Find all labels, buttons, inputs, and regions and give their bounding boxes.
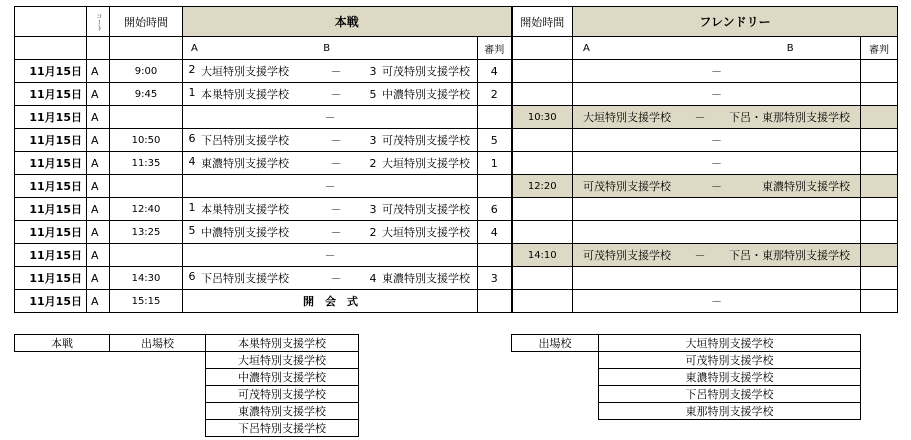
start-time-cell: 13:25 [110, 221, 183, 244]
friendly-entrant-row [512, 335, 861, 352]
main-entrants-label: 出場校 [110, 335, 206, 352]
main-entrant-school: 中濃特別支援学校 [206, 369, 359, 386]
referee-cell [478, 106, 512, 129]
friendly-time-cell [512, 60, 573, 83]
friendly-entrant-row [512, 352, 861, 369]
vs-dash: － [330, 65, 342, 78]
friendly-referee-cell [861, 83, 898, 106]
friendly-match-cell [573, 175, 861, 198]
friendly-col-b-label: B [786, 42, 794, 54]
main-entrant-school: 下呂特別支援学校 [206, 420, 359, 437]
friendly-referee-cell [861, 106, 898, 129]
referee-cell [478, 244, 512, 267]
start-time-cell: 15:15 [110, 290, 183, 313]
schedule-row [15, 198, 898, 221]
blank-cell [15, 386, 110, 403]
main-match-cell [183, 83, 478, 106]
main-match-cell: － [183, 244, 478, 267]
main-match-cell [183, 198, 478, 221]
friendly-referee-cell [861, 267, 898, 290]
main-entrant-row [15, 420, 359, 437]
court-cell: A [87, 60, 110, 83]
court-cell: A [87, 152, 110, 175]
schedule-table [14, 6, 898, 313]
seed-b: 3 [369, 202, 377, 216]
friendly-entrants-label: 出場校 [512, 335, 599, 352]
court-cell: A [87, 175, 110, 198]
friendly-match-cell: － [573, 290, 861, 313]
referee-cell: 6 [478, 198, 512, 221]
main-entrants [14, 334, 359, 437]
referee-header: 審判 [478, 37, 512, 60]
friendly-referee-cell [861, 152, 898, 175]
team-b: 大垣特別支援学校 [382, 157, 470, 170]
seed-b: 3 [369, 133, 377, 147]
date-cell: 11月15日 [15, 244, 87, 267]
blank-cell [512, 403, 599, 420]
main-match-cell [183, 152, 478, 175]
main-entrant-row [15, 352, 359, 369]
friendly-time-cell: 10:30 [512, 106, 573, 129]
friendly-start-time-header: 開始時間 [512, 7, 573, 37]
main-entrant-school: 本巣特別支援学校 [206, 335, 359, 352]
friendly-match-cell: － [573, 152, 861, 175]
friendly-entrant-school: 東那特別支援学校 [599, 403, 861, 420]
blank-cell [15, 369, 110, 386]
friendly-entrants [511, 334, 861, 420]
team-b: 中濃特別支援学校 [382, 88, 470, 101]
seed-b: 3 [369, 64, 377, 78]
schedule-row [15, 244, 898, 267]
friendly-referee-cell [861, 198, 898, 221]
court-cell: A [87, 267, 110, 290]
friendly-vs-dash: － [694, 249, 706, 262]
blank-cell [87, 37, 110, 60]
blank-cell [110, 369, 206, 386]
date-cell: 11月15日 [15, 60, 87, 83]
main-match-cell: 開 会 式 [183, 290, 478, 313]
friendly-entrant-school: 大垣特別支援学校 [599, 335, 861, 352]
team-a: 下呂特別支援学校 [201, 272, 289, 285]
schedule-row [15, 221, 898, 244]
team-a: 中濃特別支援学校 [201, 226, 289, 239]
date-cell: 11月15日 [15, 267, 87, 290]
start-time-cell [110, 244, 183, 267]
team-b: 可茂特別支援学校 [382, 134, 470, 147]
team-a: 本巣特別支援学校 [201, 88, 289, 101]
friendly-time-cell [512, 290, 573, 313]
friendly-col-ab-header [573, 37, 861, 60]
main-match-cell [183, 221, 478, 244]
friendly-time-cell [512, 129, 573, 152]
court-cell: A [87, 244, 110, 267]
vs-dash: － [330, 88, 342, 101]
schedule-row [15, 175, 898, 198]
team-a: 東濃特別支援学校 [201, 157, 289, 170]
court-cell: A [87, 198, 110, 221]
main-entrant-school: 可茂特別支援学校 [206, 386, 359, 403]
blank-cell [110, 420, 206, 437]
friendly-entrant-school: 東濃特別支援学校 [599, 369, 861, 386]
main-match-cell [183, 129, 478, 152]
referee-cell: 2 [478, 83, 512, 106]
start-time-cell: 11:35 [110, 152, 183, 175]
team-b: 可茂特別支援学校 [382, 65, 470, 78]
friendly-entrant-school: 下呂特別支援学校 [599, 386, 861, 403]
court-cell: A [87, 106, 110, 129]
court-header: コート [87, 7, 110, 37]
start-time-cell [110, 106, 183, 129]
friendly-referee-cell [861, 60, 898, 83]
friendly-entrant-row [512, 369, 861, 386]
col-b-label: B [323, 42, 331, 54]
friendly-time-cell: 14:10 [512, 244, 573, 267]
court-cell: A [87, 83, 110, 106]
friendly-entrants-table [511, 334, 861, 420]
schedule-row [15, 60, 898, 83]
start-time-cell: 14:30 [110, 267, 183, 290]
blank-cell [15, 403, 110, 420]
seed-a: 4 [188, 155, 196, 168]
seed-b: 2 [369, 225, 377, 239]
referee-cell: 4 [478, 221, 512, 244]
friendly-referee-cell [861, 175, 898, 198]
main-entrants-table [14, 334, 359, 437]
friendly-entrant-row [512, 386, 861, 403]
friendly-time-cell [512, 267, 573, 290]
referee-cell [478, 290, 512, 313]
friendly-entrant-row [512, 403, 861, 420]
blank-cell [512, 352, 599, 369]
schedule-row [15, 267, 898, 290]
friendly-vs-dash: － [711, 180, 722, 193]
court-cell: A [87, 129, 110, 152]
seed-a: 1 [188, 86, 196, 99]
start-time-cell: 9:00 [110, 60, 183, 83]
date-cell: 11月15日 [15, 152, 87, 175]
date-cell: 11月15日 [15, 83, 87, 106]
schedule-row [15, 152, 898, 175]
main-match-cell [183, 267, 478, 290]
team-a: 本巣特別支援学校 [201, 203, 289, 216]
date-cell: 11月15日 [15, 221, 87, 244]
friendly-time-cell [512, 198, 573, 221]
col-a-label: A [191, 42, 198, 54]
seed-a: 6 [188, 132, 196, 145]
schedule-sheet [14, 6, 898, 313]
friendly-match-cell [573, 244, 861, 267]
friendly-match-cell: － [573, 83, 861, 106]
friendly-entrant-school: 可茂特別支援学校 [599, 352, 861, 369]
team-a: 大垣特別支援学校 [201, 65, 289, 78]
subheader-row [15, 37, 898, 60]
vs-dash: － [330, 134, 342, 147]
col-ab-header [183, 37, 478, 60]
friendly-referee-cell [861, 221, 898, 244]
date-cell: 11月15日 [15, 175, 87, 198]
vs-dash: － [330, 272, 342, 285]
seed-b: 5 [369, 87, 377, 101]
friendly-referee-cell [861, 290, 898, 313]
friendly-time-cell [512, 152, 573, 175]
friendly-referee-cell [861, 129, 898, 152]
court-cell: A [87, 290, 110, 313]
friendly-match-cell: － [573, 129, 861, 152]
vs-dash: － [330, 226, 342, 239]
friendly-match-cell [573, 198, 861, 221]
start-time-cell [110, 175, 183, 198]
start-time-cell: 10:50 [110, 129, 183, 152]
referee-cell [478, 175, 512, 198]
friendly-time-cell [512, 83, 573, 106]
date-cell: 11月15日 [15, 106, 87, 129]
seed-a: 2 [188, 63, 196, 76]
main-title: 本戦 [183, 7, 512, 37]
team-b: 東濃特別支援学校 [382, 272, 470, 285]
friendly-referee-header: 審判 [861, 37, 898, 60]
start-time-cell: 12:40 [110, 198, 183, 221]
start-time-cell: 9:45 [110, 83, 183, 106]
friendly-team-b: 下呂・東那特別支援学校 [729, 111, 850, 124]
court-cell: A [87, 221, 110, 244]
friendly-team-b: 東濃特別支援学校 [762, 180, 850, 193]
schedule-row [15, 290, 898, 313]
friendly-match-cell [573, 106, 861, 129]
friendly-team-a: 可茂特別支援学校 [583, 249, 671, 262]
blank-cell [15, 352, 110, 369]
blank-cell [512, 37, 573, 60]
main-entrant-school: 大垣特別支援学校 [206, 352, 359, 369]
blank-cell [110, 352, 206, 369]
seed-b: 2 [369, 156, 377, 170]
team-b: 大垣特別支援学校 [382, 226, 470, 239]
referee-cell: 3 [478, 267, 512, 290]
friendly-title: フレンドリー [573, 7, 898, 37]
vs-dash: － [330, 203, 342, 216]
team-b: 可茂特別支援学校 [382, 203, 470, 216]
friendly-referee-cell [861, 244, 898, 267]
friendly-team-a: 可茂特別支援学校 [583, 180, 671, 193]
blank-cell [15, 420, 110, 437]
header-row [15, 7, 898, 37]
team-a: 下呂特別支援学校 [201, 134, 289, 147]
date-cell: 11月15日 [15, 198, 87, 221]
blank-cell [110, 403, 206, 420]
blank-cell [110, 37, 183, 60]
blank-cell [512, 386, 599, 403]
vs-dash: － [330, 157, 342, 170]
date-cell: 11月15日 [15, 290, 87, 313]
referee-cell: 1 [478, 152, 512, 175]
friendly-time-cell: 12:20 [512, 175, 573, 198]
main-match-cell: － [183, 106, 478, 129]
friendly-team-b: 下呂・東那特別支援学校 [729, 249, 850, 262]
main-entrant-row [15, 335, 359, 352]
referee-cell: 4 [478, 60, 512, 83]
referee-cell: 5 [478, 129, 512, 152]
blank-cell [110, 386, 206, 403]
friendly-match-cell [573, 221, 861, 244]
friendly-time-cell [512, 221, 573, 244]
seed-a: 6 [188, 270, 196, 283]
main-match-cell: － [183, 175, 478, 198]
main-match-cell [183, 60, 478, 83]
friendly-match-cell [573, 267, 861, 290]
main-entrant-school: 東濃特別支援学校 [206, 403, 359, 420]
date-cell: 11月15日 [15, 129, 87, 152]
seed-b: 4 [369, 271, 377, 285]
blank-cell [512, 369, 599, 386]
friendly-team-a: 大垣特別支援学校 [583, 111, 671, 124]
main-entrant-row [15, 403, 359, 420]
schedule-row [15, 83, 898, 106]
main-entrant-row [15, 369, 359, 386]
seed-a: 5 [188, 224, 196, 237]
schedule-row [15, 106, 898, 129]
main-entrant-row [15, 386, 359, 403]
friendly-match-cell: － [573, 60, 861, 83]
schedule-row [15, 129, 898, 152]
seed-a: 1 [188, 201, 196, 214]
friendly-col-a-label: A [583, 42, 590, 54]
blank-cell [15, 37, 87, 60]
corner-cell [15, 7, 87, 37]
friendly-vs-dash: － [694, 111, 706, 124]
start-time-header: 開始時間 [110, 7, 183, 37]
main-list-label: 本戦 [15, 335, 110, 352]
